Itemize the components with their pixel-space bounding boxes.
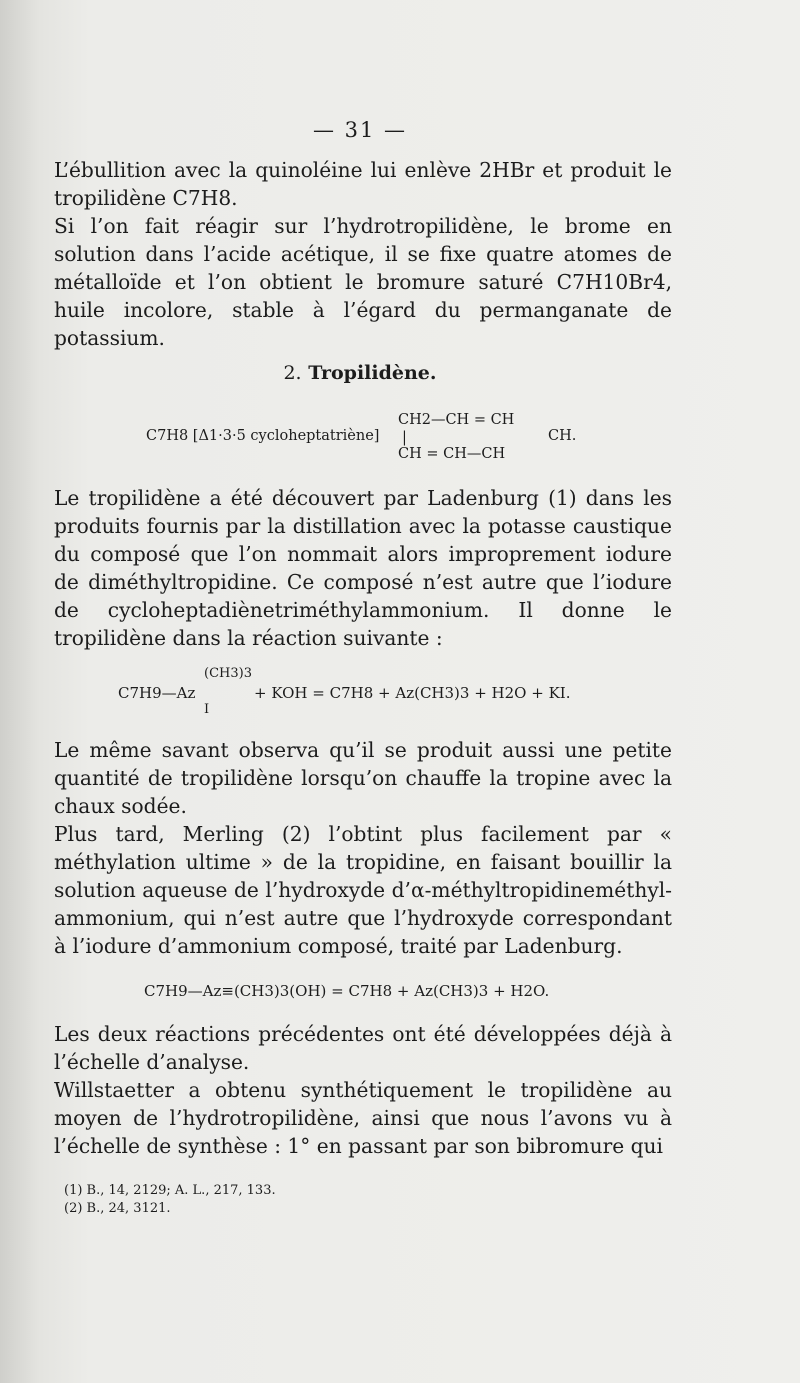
paragraph-6: Les deux réactions précédentes ont été développées déjà à l’échelle d’analyse.	[54, 1022, 672, 1075]
footnote-1: (1) B., 14, 2129; A. L., 217, 133.	[64, 1183, 276, 1198]
section-number: 2.	[283, 362, 302, 384]
reaction-equation-2: C7H9—Az≡(CH3)3(OH) = C7H8 + Az(CH3)3 + H2O.	[144, 982, 550, 1000]
paragraph-4: Le même savant observa qu’il se produit aussi une petite quantité de tropilidène lorsqu’on chauffe la tropine avec la chaux sodée.	[54, 738, 672, 819]
equation1-top: (CH3)3	[204, 666, 252, 681]
structure-line-1: CH2—CH = CH	[398, 412, 515, 428]
footnote-2: (2) B., 24, 3121.	[64, 1201, 171, 1216]
paragraph-5: Plus tard, Merling (2) l’obtint plus facilement par « méthylation ultime » de la tropidine, en faisant bouillir la solution aqueuse de l’hydroxyde d’α-méthyltropidineméthyl-ammonium, qui n’est autre que l’hydroxyde correspondant à l’iodure d’ammonium composé, traité par Ladenburg.	[54, 822, 672, 959]
compound-name: C7H8 [Δ1·3·5 cycloheptatriène]	[146, 428, 380, 444]
structure-right: CH.	[548, 428, 577, 444]
equation1-bottom: I	[204, 702, 210, 717]
structure-line-2: |	[402, 430, 407, 446]
paragraph-1: L’ébullition avec la quinoléine lui enlève 2HBr et produit le tropilidène C7H8.	[54, 158, 672, 211]
structure-line-3: CH = CH—CH	[398, 446, 506, 462]
section-heading	[0, 362, 720, 384]
equation1-rest: + KOH = C7H8 + Az(CH3)3 + H2O + KI.	[254, 684, 571, 702]
page-number: — 31 —	[312, 118, 408, 142]
section-title: Tropilidène.	[308, 362, 437, 384]
paragraph-2: Si l’on fait réagir sur l’hydrotropilidène, le brome en solution dans l’acide acétique, il se fixe quatre atomes de métalloïde et l’on obtient le bromure saturé C7H10Br4, huile incolore, stable à l’égard du permanganate de potassium.	[54, 214, 672, 351]
paragraph-7: Willstaetter a obtenu synthétiquement le tropilidène au moyen de l’hydrotropilidène, ainsi que nous l’avons vu à l’échelle de synthèse : 1° en passant par son bibromure qui	[54, 1078, 672, 1159]
equation1-left: C7H9—Az	[118, 684, 196, 702]
paragraph-3: Le tropilidène a été découvert par Ladenburg (1) dans les produits fournis par la distillation avec la potasse caustique du composé que l’on nommait alors improprement iodure de diméthyltropidine. Ce composé n’est autre que l’iodure de cycloheptadiènetriméthylammonium. Il donne le tropilidène dans la réaction suivante :	[54, 486, 672, 651]
